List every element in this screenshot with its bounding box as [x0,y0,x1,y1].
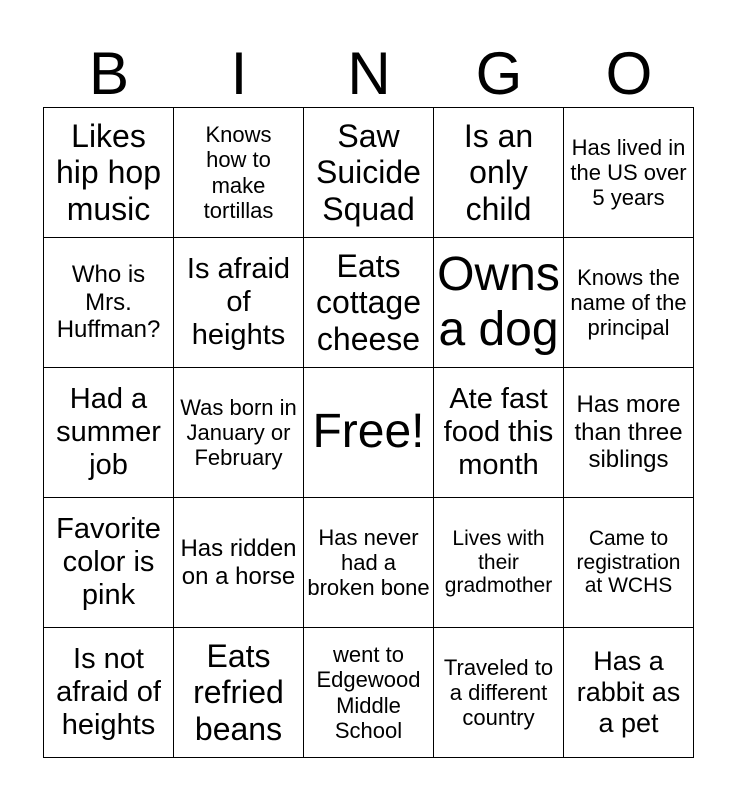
bingo-cell[interactable] [564,628,694,758]
bingo-cell[interactable] [304,498,434,628]
cell-text: Free! [312,405,425,459]
cell-text: Knows the name of the principal [570,264,687,341]
cell-text: Came to registration at WCHS [576,526,681,598]
cell-text: Has ridden on a horse [180,535,297,590]
cell-text: Knows how to make tortillas [203,122,274,223]
bingo-cell[interactable] [304,368,434,498]
bingo-cell[interactable] [174,628,304,758]
bingo-cell[interactable] [434,628,564,758]
cell-text: Is an only child [463,117,534,227]
bingo-cell[interactable] [174,498,304,628]
cell-text: Likes hip hop music [56,117,161,227]
cell-text: Was born in January or February [180,394,297,471]
cell-text: Ate fast food this month [443,382,554,482]
header-letter-n: N [347,40,391,107]
cell-text: Eats cottage cheese [316,247,421,357]
bingo-cell[interactable] [44,108,174,238]
cell-text: went to Edgewood Middle School [316,642,421,743]
bingo-cell[interactable] [564,368,694,498]
bingo-cell[interactable] [304,238,434,368]
cell-text: Traveled to a different country [443,654,554,731]
cell-text: Owns a dog [437,247,560,356]
header-letter-b: B [88,40,130,107]
bingo-cell[interactable] [44,628,174,758]
cell-text: Is afraid of heights [186,252,291,352]
bingo-cell[interactable] [434,498,564,628]
header-letter-g: G [475,40,523,107]
bingo-cell[interactable] [174,238,304,368]
bingo-cell[interactable] [304,108,434,238]
bingo-cell[interactable] [434,238,564,368]
cell-text: Who is Mrs. Huffman? [56,261,161,344]
cell-text: Has lived in the US over 5 years [570,134,687,211]
bingo-cell[interactable] [304,628,434,758]
cell-text: Saw Suicide Squad [316,117,421,227]
cell-text: Eats refried beans [193,637,284,747]
cell-text: Favorite color is pink [56,512,161,612]
bingo-cell[interactable] [44,368,174,498]
bingo-board [43,107,694,758]
cell-text: Has a rabbit as a pet [576,646,681,738]
bingo-cell[interactable] [174,108,304,238]
cell-text: Lives with their gradmother [444,526,553,598]
bingo-cell[interactable] [174,368,304,498]
cell-text: Has never had a broken bone [307,524,430,601]
cell-text: Had a summer job [56,382,161,482]
cell-text: Has more than three siblings [574,391,683,474]
bingo-cell[interactable] [44,498,174,628]
cell-text: Is not afraid of heights [56,642,161,742]
bingo-cell[interactable] [564,108,694,238]
bingo-header [44,40,694,108]
bingo-cell[interactable] [564,498,694,628]
bingo-cell[interactable] [434,368,564,498]
bingo-cell[interactable] [44,238,174,368]
bingo-cell[interactable] [434,108,564,238]
header-letter-o: O [605,40,653,107]
header-letter-i: I [230,40,248,107]
bingo-cell[interactable] [564,238,694,368]
